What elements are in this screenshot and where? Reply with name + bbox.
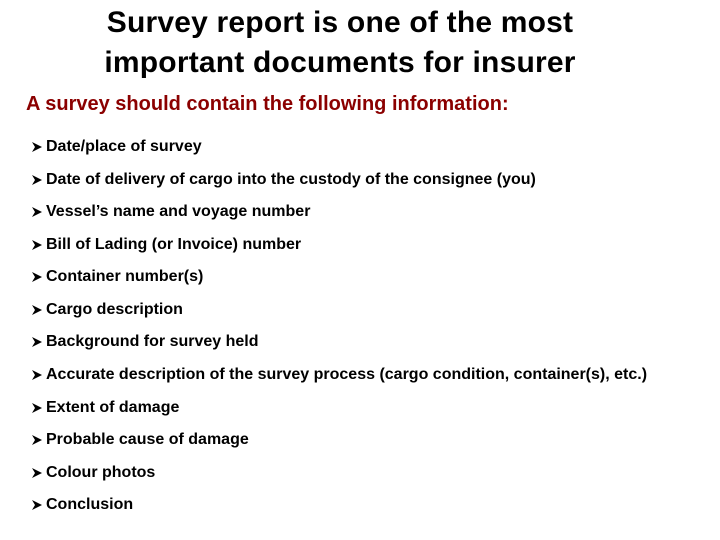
arrow-bullet-icon (31, 169, 44, 191)
list-item-text: Bill of Lading (or Invoice) number (46, 235, 302, 253)
arrow-bullet-icon (31, 299, 44, 321)
list-item-text: Date of delivery of cargo into the custody of the consignee (you) (46, 170, 536, 188)
arrow-bullet-icon (31, 136, 44, 158)
list-item (31, 462, 691, 484)
arrow-bullet-icon (31, 364, 44, 386)
list-item (31, 201, 691, 223)
arrow-bullet-icon (31, 234, 44, 256)
list-item-text: Vessel’s name and voyage number (46, 203, 311, 220)
arrow-bullet-icon (31, 494, 44, 516)
arrow-bullet-icon (31, 397, 44, 419)
list-item-text: Container number(s) (46, 268, 204, 285)
arrow-bullet-icon (31, 266, 44, 288)
list-item (31, 299, 691, 321)
arrow-bullet-icon (31, 462, 44, 484)
list-item (31, 169, 691, 191)
list-item-text: Conclusion (46, 496, 134, 513)
list-item-text: Colour photos (46, 463, 156, 481)
slide-subtitle: A survey should contain the following information: (26, 93, 509, 115)
slide-title-line-2: important documents for insurer (104, 46, 576, 79)
list-item-text: Date/place of survey (46, 138, 202, 155)
arrow-bullet-icon (31, 429, 44, 451)
list-item (31, 331, 691, 353)
list-item (31, 136, 691, 158)
list-item (31, 266, 691, 288)
list-item-text: Cargo description (46, 300, 183, 318)
slide-title (60, 3, 620, 83)
list-item (31, 494, 691, 516)
arrow-bullet-icon (31, 201, 44, 223)
list-item-text: Accurate description of the survey process (cargo condition, container(s), etc.) (46, 365, 648, 383)
slide-title-line-1: Survey report is one of the most (106, 6, 574, 39)
list-item (31, 364, 691, 386)
list-item-text: Extent of damage (46, 398, 180, 416)
list-item (31, 234, 691, 256)
list-item-text: Background for survey held (46, 333, 259, 350)
list-item (31, 429, 691, 451)
list-item (31, 397, 691, 419)
bullet-list (31, 136, 691, 527)
arrow-bullet-icon (31, 331, 44, 353)
list-item-text: Probable cause of damage (46, 431, 249, 448)
